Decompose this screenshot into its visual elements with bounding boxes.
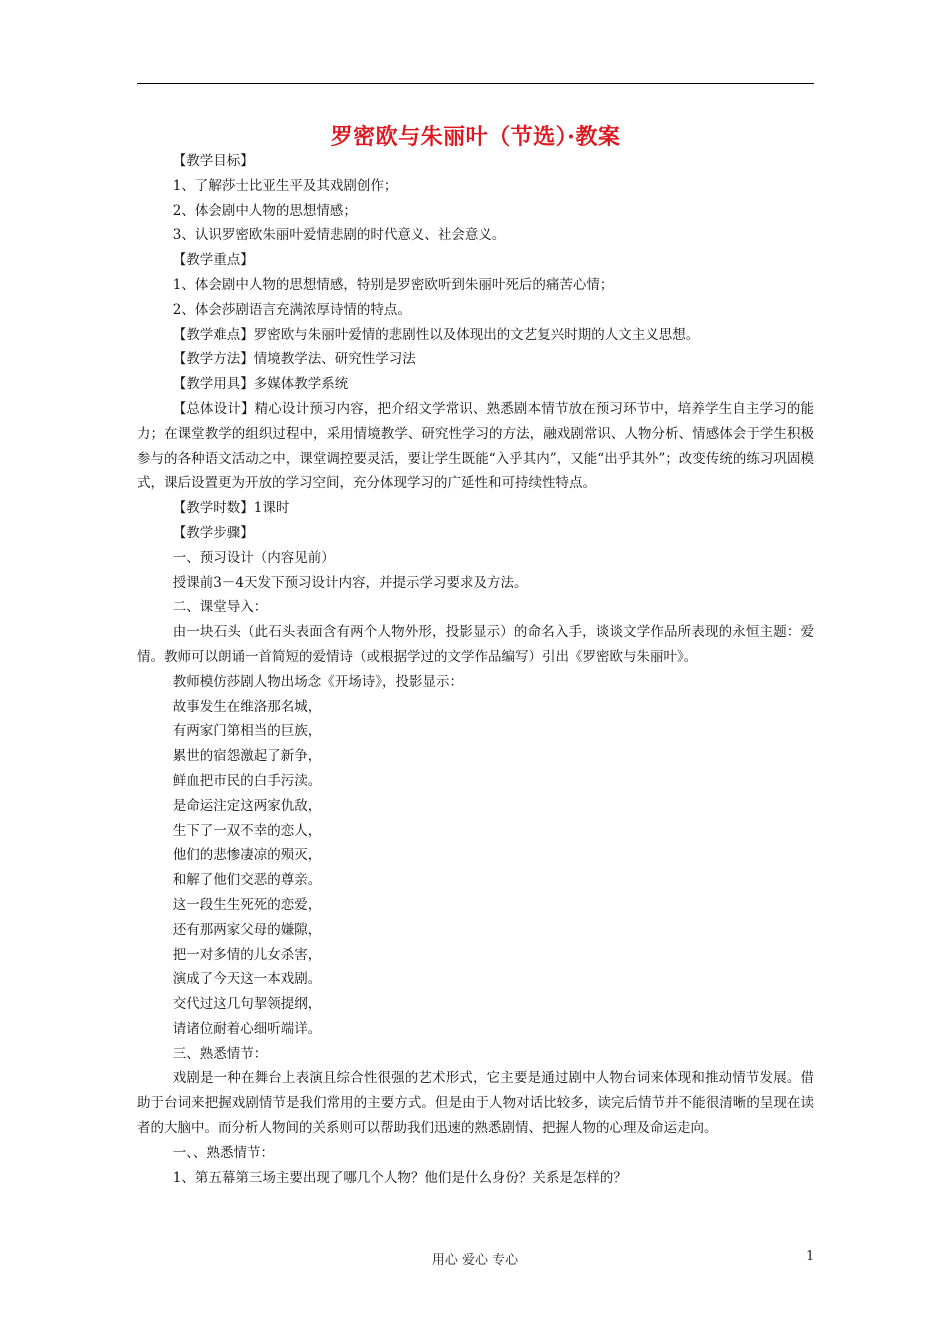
paragraph: 【总体设计】精心设计预习内容，把介绍文学常识、熟悉剧本情节放在预习环节中，培养学生自主学习的能力；在课堂教学的组织过程中，采用情境教学、研究性学习的方法，融戏剧常识、人物分析、情感体会于学生积极参与的各种语文活动之中，课堂调控要灵活，要让学生既能“入乎其内”，又能“出乎其外”；改变传统的练习巩固模式，课后设置更为开放的学习空间，充分体现学习的广延性和可持续性特点。	[137, 400, 814, 492]
poem-line: 鲜血把市民的白手污渎。	[172, 772, 322, 789]
poem-line: 是命运注定这两家仇敌，	[172, 797, 322, 814]
paragraph: 【教学重点】	[172, 252, 254, 269]
paragraph: 【教学步骤】	[172, 524, 254, 541]
poem-line: 有两家门第相当的巨族，	[172, 723, 322, 740]
paragraph: 一、预习设计（内容见前）	[172, 549, 335, 566]
document-title: 罗密欧与朱丽叶（节选）·教案	[330, 124, 621, 150]
paragraph: 【教学目标】	[172, 153, 254, 169]
poem-line: 把一对多情的儿女杀害，	[172, 946, 322, 963]
page-number: 1	[806, 1249, 815, 1264]
poem-line: 累世的宿怨激起了新争，	[172, 748, 322, 765]
paragraph: 授课前3－4天发下预习设计内容，并提示学习要求及方法。	[172, 574, 528, 591]
paragraph: 【教学难点】罗密欧与朱丽叶爱情的悲剧性以及体现出的文艺复兴时期的人文主义思想。	[172, 326, 700, 343]
paragraph: 3、认识罗密欧朱丽叶爱情悲剧的时代意义、社会意义。	[172, 227, 506, 244]
paragraph: 二、课堂导入：	[172, 599, 268, 616]
paragraph: 三、熟悉情节：	[172, 1045, 268, 1062]
paragraph: 【教学时数】1课时	[172, 500, 290, 517]
paragraph: 2、体会莎剧语言充满浓厚诗情的特点。	[172, 301, 411, 318]
poem-line: 这一段生生死死的恋爱，	[172, 896, 322, 913]
paragraph: 2、体会剧中人物的思想情感；	[172, 202, 357, 219]
paragraph: 1、第五幕第三场主要出现了哪几个人物？他们是什么身份？关系是怎样的？	[172, 1169, 627, 1186]
poem-line: 演成了今天这一本戏剧。	[172, 971, 322, 988]
poem-line: 生下了一双不幸的恋人，	[172, 822, 322, 839]
paragraph: 戏剧是一种在舞台上表演且综合性很强的艺术形式，它主要是通过剧中人物台词来体现和推动情节发展。借助于台词来把握戏剧情节是我们常用的主要方式。但是由于人物对话比较多，读完后情节并不能很清晰的呈现在读者的大脑中。而分析人物间的关系则可以帮助我们迅速的熟悉剧情、把握人物的心理及命运走向。	[137, 1070, 814, 1137]
poem-line: 请诸位耐着心细听端详。	[172, 1020, 322, 1037]
poem-line: 他们的悲惨凄凉的殒灭，	[172, 847, 322, 864]
paragraph: 1、体会剧中人物的思想情感，特别是罗密欧听到朱丽叶死后的痛苦心情；	[172, 276, 614, 293]
page-footer: 用心 爱心 专心	[431, 1253, 519, 1268]
header-rule	[137, 83, 814, 84]
paragraph: 由一块石头（此石头表面含有两个人物外形，投影显示）的命名入手，谈谈文学作品所表现的永恒主题：爱情。教师可以朗诵一首简短的爱情诗（或根据学过的文学作品编写）引出《罗密欧与朱丽叶》。	[137, 624, 814, 665]
paragraph: 教师模仿莎剧人物出场念《开场诗》，投影显示：	[172, 673, 464, 690]
paragraph: 【教学用具】多媒体教学系统	[172, 376, 349, 393]
paragraph: 1、了解莎士比亚生平及其戏剧创作；	[172, 177, 398, 194]
paragraph: 一、、熟悉情节：	[172, 1144, 275, 1161]
poem-line: 交代过这几句挈领提纲，	[172, 996, 322, 1013]
poem-line: 和解了他们交恶的尊亲。	[172, 872, 322, 889]
poem-line: 故事发生在维洛那名城，	[172, 698, 322, 715]
paragraph: 【教学方法】情境教学法、研究性学习法	[172, 351, 416, 368]
poem-line: 还有那两家父母的嫌隙，	[172, 921, 322, 938]
document-body	[137, 149, 814, 1190]
